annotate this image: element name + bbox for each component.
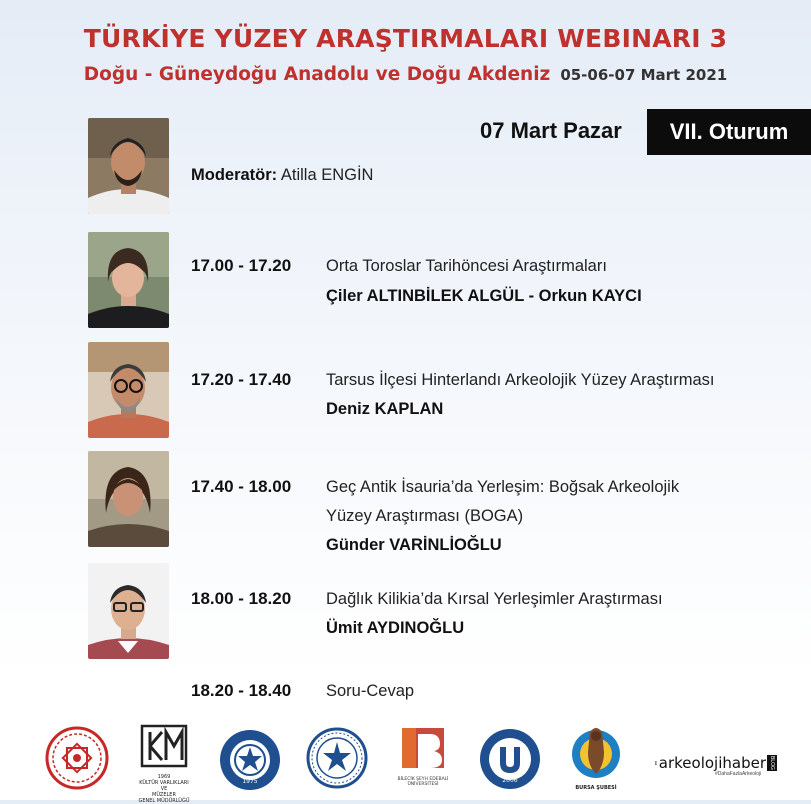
talk-title-cont: Yüzey Araştırması (BOGA) [326, 507, 523, 526]
session-day: 07 Mart Pazar [480, 118, 622, 144]
speaker-photo [88, 451, 169, 547]
talk-time: 17.00 - 17.20 [191, 256, 291, 276]
session-name: VII. Oturum [670, 119, 789, 145]
moderator-photo [88, 118, 169, 214]
kvmgm-year: 1969 [138, 774, 190, 780]
talk-speaker: Günder VARİNLİOĞLU [326, 536, 502, 555]
speaker-photo [88, 342, 169, 438]
event-title: TÜRKİYE YÜZEY ARAŞTIRMALARI WEBINARI 3 [0, 24, 811, 53]
qa-title: Soru-Cevap [326, 682, 414, 701]
uludag-university-logo [218, 728, 282, 797]
talk-speaker: Ümit AYDINOĞLU [326, 619, 464, 638]
moderator-line [191, 166, 373, 185]
ministry-logo [37, 724, 117, 795]
uludag-year: 1975 [218, 778, 282, 785]
usak-year: 2006 [478, 777, 542, 784]
faculty-logo [306, 727, 368, 794]
arkeolojihaber-logo [655, 752, 777, 777]
event-subtitle: Doğu - Güneydoğu Anadolu ve Doğu Akdeniz [84, 64, 551, 85]
kvmgm-logo [138, 724, 190, 804]
moderator-label: Moderatör: [191, 166, 277, 184]
talk-title: Tarsus İlçesi Hinterlandı Arkeolojik Yüzey Araştırması [326, 371, 715, 390]
talk-title: Orta Toroslar Tarihöncesi Araştırmaları [326, 257, 607, 276]
usak-university-logo [478, 727, 542, 796]
bilecik-name-2: ÜNİVERSİTESİ [396, 782, 450, 787]
kvmgm-name-3: MÜZELER [138, 792, 190, 798]
talk-time: 18.00 - 18.20 [191, 589, 291, 609]
arkeolojihaber-name: arkeolojihaber [659, 754, 766, 772]
qa-time: 18.20 - 18.40 [191, 681, 291, 701]
talk-title: Dağlık Kilikia’da Kırsal Yerleşimler Araştırması [326, 590, 663, 609]
subtitle-row [0, 64, 811, 85]
session-name-badge [647, 109, 811, 155]
speaker-photo [88, 232, 169, 328]
moderator-name: Atilla ENGİN [281, 166, 374, 184]
talk-time: 17.20 - 17.40 [191, 370, 291, 390]
speaker-photo [88, 563, 169, 659]
arkeolojihaber-tag: BLOG [767, 755, 777, 771]
talk-title: Geç Antik İsauria’da Yerleşim: Boğsak Arkeolojik [326, 478, 679, 497]
talk-time: 17.40 - 18.00 [191, 477, 291, 497]
bilecik-university-logo [396, 726, 450, 787]
bilecik-name: BİLECİK ŞEYH EDEBALİ [396, 777, 450, 782]
kvmgm-name-1: KÜLTÜR VARLIKLARI [138, 780, 190, 786]
kvmgm-name-2: VE [138, 786, 190, 792]
column-icon [655, 752, 657, 774]
talk-speaker: Deniz KAPLAN [326, 400, 443, 419]
bursa-branch-logo [566, 722, 626, 791]
bursa-name: BURSA ŞUBESİ [566, 785, 626, 791]
event-dates: 05-06-07 Mart 2021 [560, 66, 727, 84]
kvmgm-name-4: GENEL MÜDÜRLÜĞÜ [138, 798, 190, 804]
arkeolojihaber-sub: #DahaFazlaArkeoloji [715, 771, 777, 777]
talk-speaker: Çiler ALTINBİLEK ALGÜL - Orkun KAYCI [326, 287, 642, 306]
